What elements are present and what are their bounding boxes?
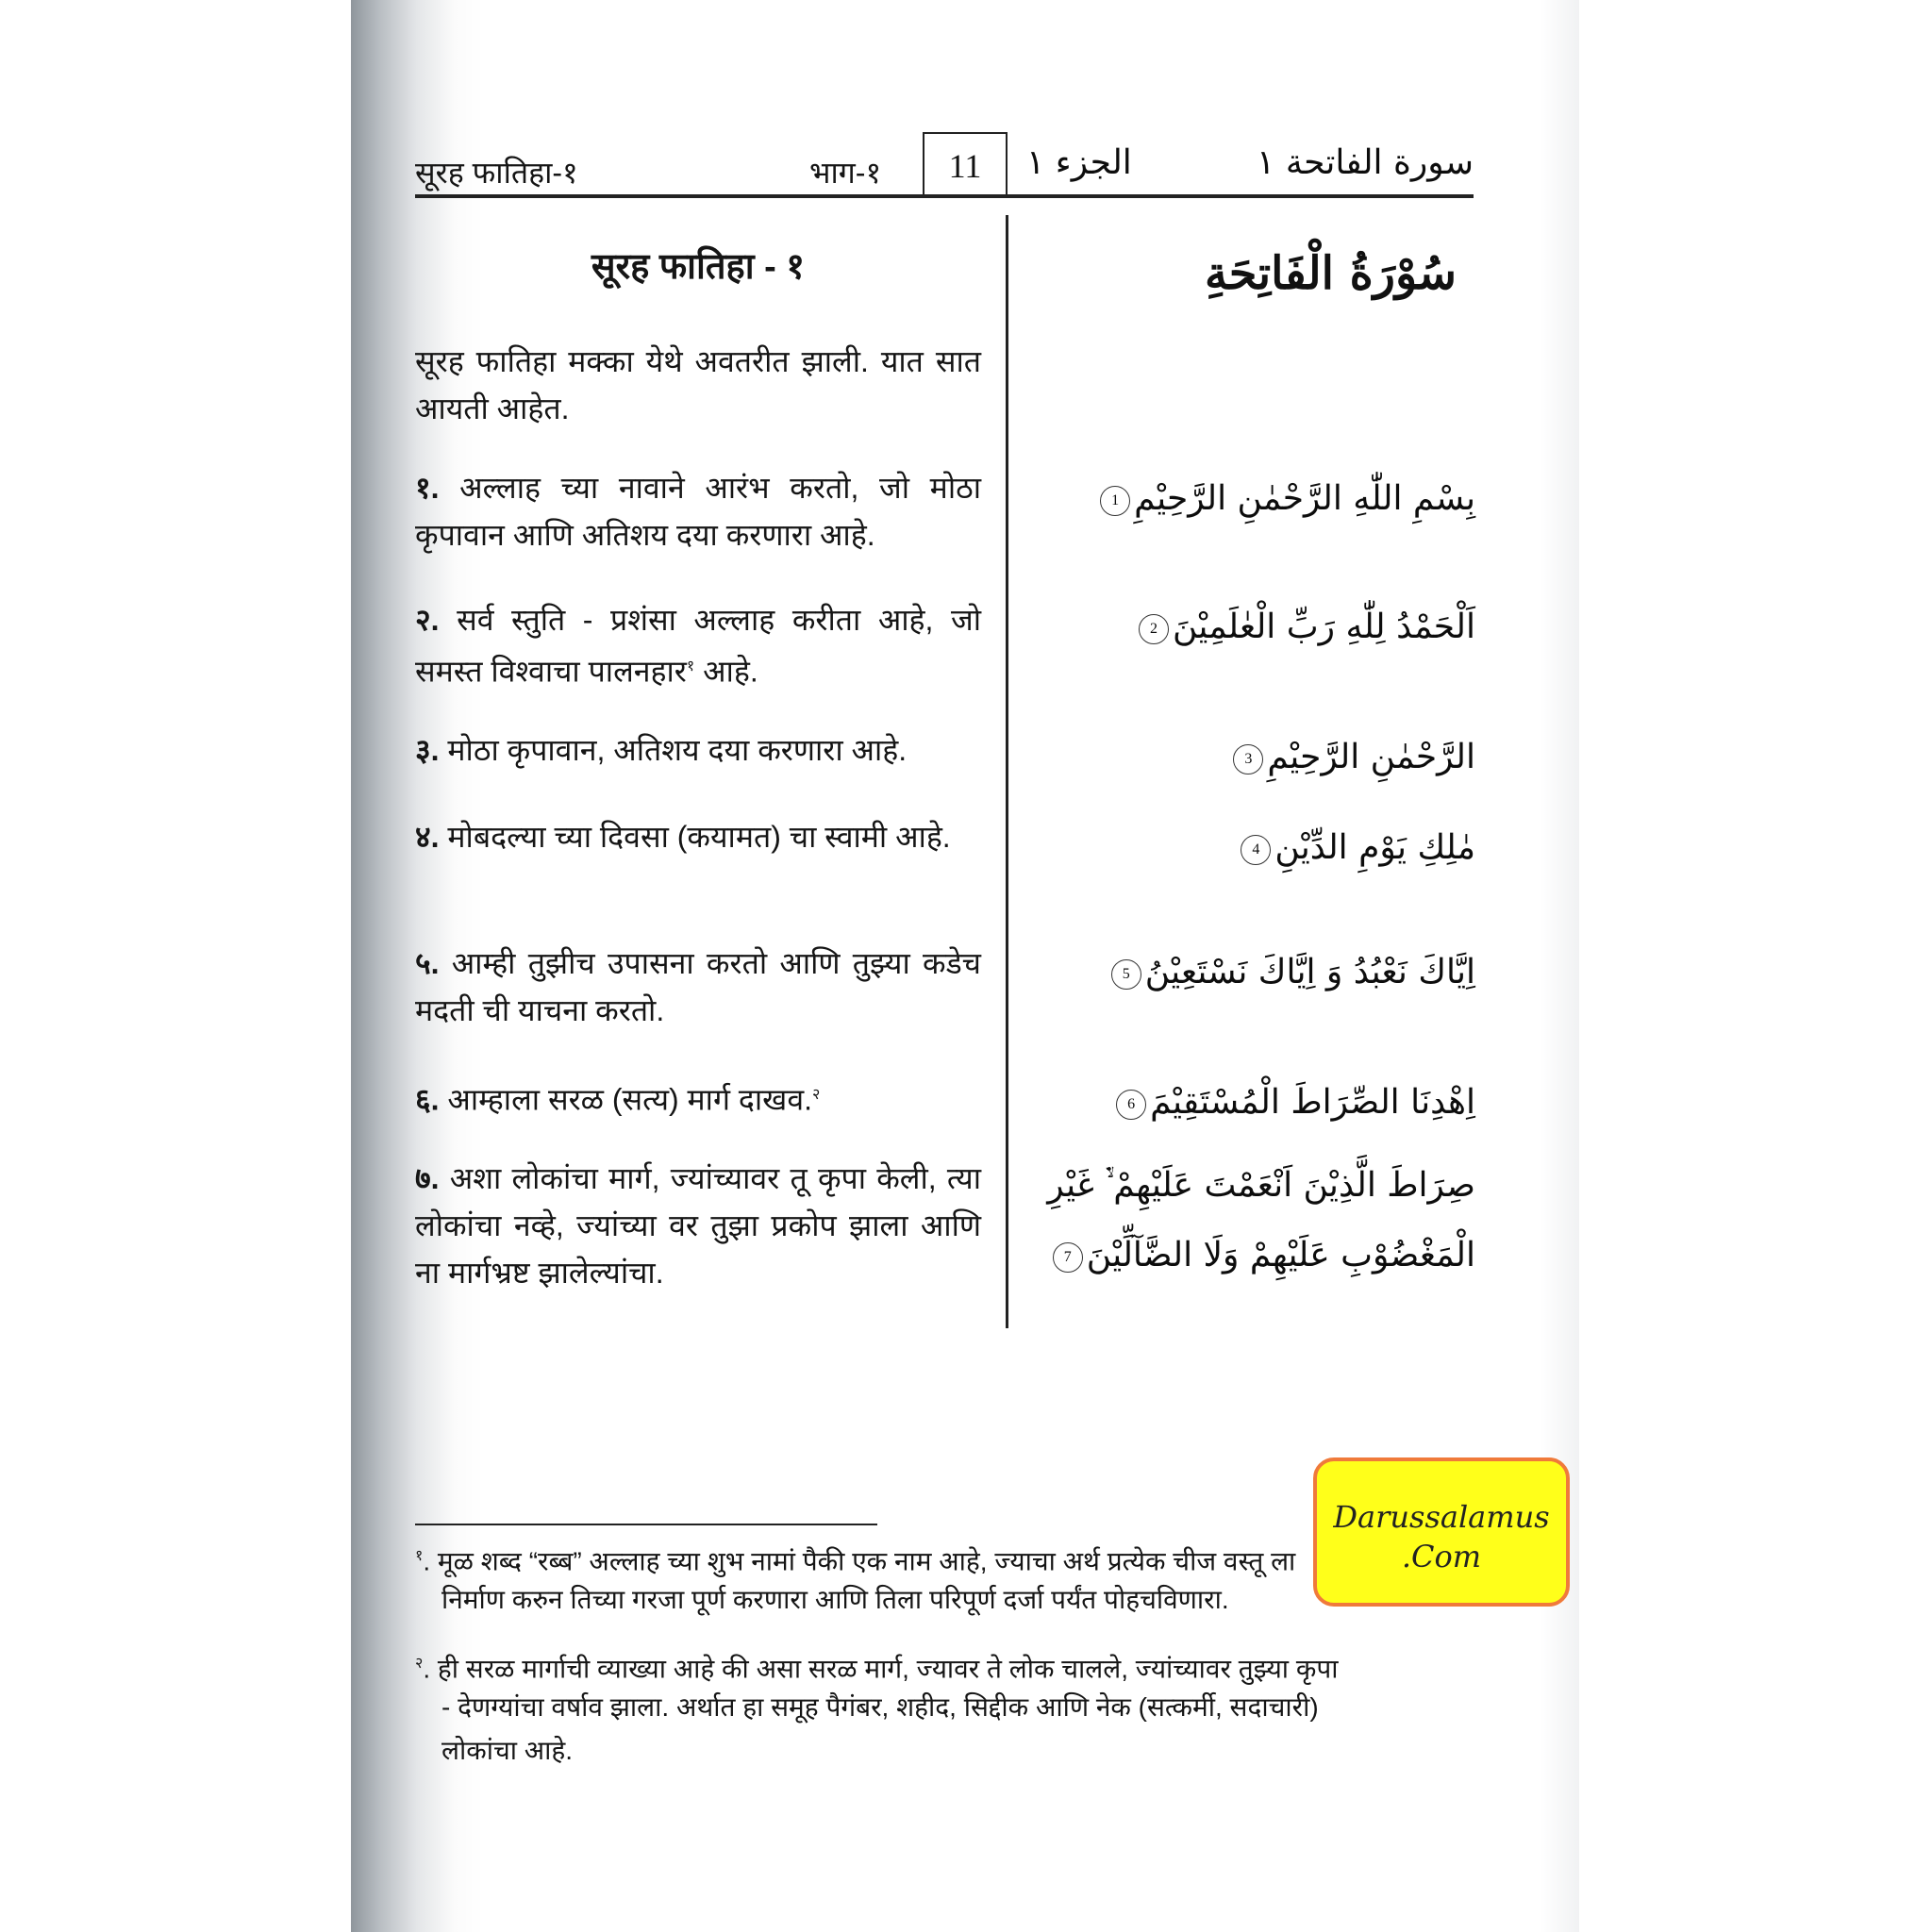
footnote-marker: २ <box>415 1656 424 1672</box>
surah-title-arabic: سُوْرَةُ الْفَاتِحَةِ <box>1205 247 1457 300</box>
verse-translation-3 <box>415 726 981 774</box>
running-header-surah-arabic: سورة الفاتحة ١ <box>1257 143 1474 182</box>
verse-number: २. <box>415 603 440 637</box>
arabic-verse-text: اِهْدِنَا الصِّرَاطَ الْمُسْتَقِيْمَ <box>1150 1083 1475 1122</box>
watermark-line-2: .Com <box>1401 1539 1482 1574</box>
footnote-2-line-2: - देणग्यांचा वर्षाव झाला. अर्थात हा समूह पैगंबर, शहीद, सिद्दीक आणि नेक (सत्कर्मी, सदाचारी) <box>441 1692 1319 1722</box>
verse-end-marker-icon: 5 <box>1111 959 1141 990</box>
footnote-2 <box>415 1643 1472 1690</box>
footnote-ref[interactable]: १ <box>686 658 695 675</box>
surah-title-marathi: सूरह फातिहा - १ <box>591 247 806 287</box>
footnote-marker: १ <box>415 1548 424 1564</box>
arabic-verse-text: بِسْمِ اللّٰهِ الرَّحْمٰنِ الرَّحِيْمِ <box>1134 479 1475 518</box>
verse-end-marker-icon: 2 <box>1139 614 1169 644</box>
verse-text: मोबदल्या च्या दिवसा (कयामत) चा स्वामी आहे. <box>447 820 951 854</box>
verse-translation-4 <box>415 813 981 860</box>
arabic-verse-2 <box>1032 608 1475 646</box>
footnote-2-line-3: लोकांचा आहे. <box>441 1736 574 1765</box>
verse-end-marker-icon: 4 <box>1241 835 1271 865</box>
verse-number: १. <box>415 471 440 505</box>
arabic-verse-3 <box>1032 738 1475 776</box>
verse-number: ३. <box>415 733 440 767</box>
footnote-rule <box>415 1524 877 1525</box>
arabic-verse-text: الرَّحْمٰنِ الرَّحِيْمِ <box>1267 738 1475 776</box>
header-rule <box>415 194 1474 198</box>
running-header-part: भाग-१ <box>809 156 882 190</box>
footnote-ref[interactable]: २ <box>812 1087 821 1103</box>
verse-translation-2 <box>415 596 981 695</box>
arabic-verse-text: الْمَغْضُوْبِ عَلَيْهِمْ وَلَا الضَّآلِّيْنَ <box>1086 1236 1475 1274</box>
arabic-verse-1 <box>1032 479 1475 518</box>
verse-text: आम्ही तुझीच उपासना करतो आणि तुझ्या कडेच मदती ची याचना करतो. <box>415 946 982 1027</box>
verse-number: ७. <box>415 1161 440 1195</box>
verse-text: अल्लाह च्या नावाने आरंभ करतो, जो मोठा कृपावान आणि अतिशय दया करणारा आहे. <box>415 471 981 552</box>
footnote-1-line-2: निर्माण करुन तिच्या गरजा पूर्ण करणारा आणि तिला परिपूर्ण दर्जा पर्यंत पोहचविणारा. <box>441 1585 1229 1614</box>
verse-text: मोठा कृपावान, अतिशय दया करणारा आहे. <box>447 733 908 767</box>
verse-end-marker-icon: 7 <box>1053 1242 1083 1273</box>
arabic-verse-text: اَلْحَمْدُ لِلّٰهِ رَبِّ الْعٰلَمِيْنَ <box>1172 608 1475 646</box>
arabic-verse-7-line-1: صِرَاطَ الَّذِيْنَ اَنْعَمْتَ عَلَيْهِمْ ۙ۬ غَيْرِ <box>1047 1166 1475 1205</box>
footnote-text: . ही सरळ मार्गाची व्याख्या आहे की असा सरळ मार्ग, ज्यावर ते लोक चालले, ज्यांच्यावर तुझ्या कृपा <box>423 1654 1339 1684</box>
running-header-left: सूरह फातिहा-१ <box>415 156 578 190</box>
arabic-verse-7-line-2 <box>1032 1236 1475 1274</box>
arabic-verse-5 <box>1032 953 1475 991</box>
verse-translation-6 <box>415 1072 981 1124</box>
arabic-verse-4 <box>1032 828 1475 867</box>
verse-text: सर्व स्तुति - प्रशंसा अल्लाह करीता आहे, जो समस्त विश्वाचा पालनहार <box>415 603 982 689</box>
verse-end-marker-icon: 1 <box>1100 486 1130 516</box>
watermark-line-1: Darussalamus <box>1333 1499 1550 1535</box>
watermark-badge <box>1313 1457 1570 1607</box>
verse-end-marker-icon: 6 <box>1116 1090 1146 1120</box>
verse-text: आम्हाला सरळ (सत्य) मार्ग दाखव. <box>447 1082 813 1117</box>
column-divider <box>1006 215 1008 1328</box>
verse-number: ४. <box>415 820 440 854</box>
surah-intro: सूरह फातिहा मक्का येथे अवतरीत झाली. यात सात आयती आहेत. <box>415 344 981 425</box>
book-page <box>351 0 1579 1932</box>
arabic-verse-text: اِيَّاكَ نَعْبُدُ وَ اِيَّاكَ نَسْتَعِيْنُ <box>1144 953 1475 991</box>
page-number: 11 <box>923 132 1008 198</box>
verse-translation-7 <box>415 1155 981 1296</box>
arabic-verse-text: مٰلِكِ يَوْمِ الدِّيْنِ <box>1274 828 1475 867</box>
running-header-juz: الجزء ١ <box>1026 143 1132 182</box>
verse-number: ६. <box>415 1082 440 1117</box>
verse-end-marker-icon: 3 <box>1233 744 1263 774</box>
verse-translation-5 <box>415 940 981 1034</box>
verse-text: अशा लोकांचा मार्ग, ज्यांच्यावर तू कृपा केली, त्या लोकांचा नव्हे, ज्यांच्या वर तुझा प्रकोप झाला आणि ना मार्गभ्रष्ट झालेल्यांचा. <box>415 1161 982 1290</box>
verse-number: ५. <box>415 946 440 980</box>
verse-text-after: आहे. <box>694 654 758 689</box>
verse-translation-1 <box>415 464 981 558</box>
footnote-text: . मूळ शब्द “रब्ब” अल्लाह च्या शुभ नामां पैकी एक नाम आहे, ज्याचा अर्थ प्रत्येक चीज वस्तू ला <box>423 1546 1296 1576</box>
arabic-verse-6 <box>1032 1083 1475 1122</box>
